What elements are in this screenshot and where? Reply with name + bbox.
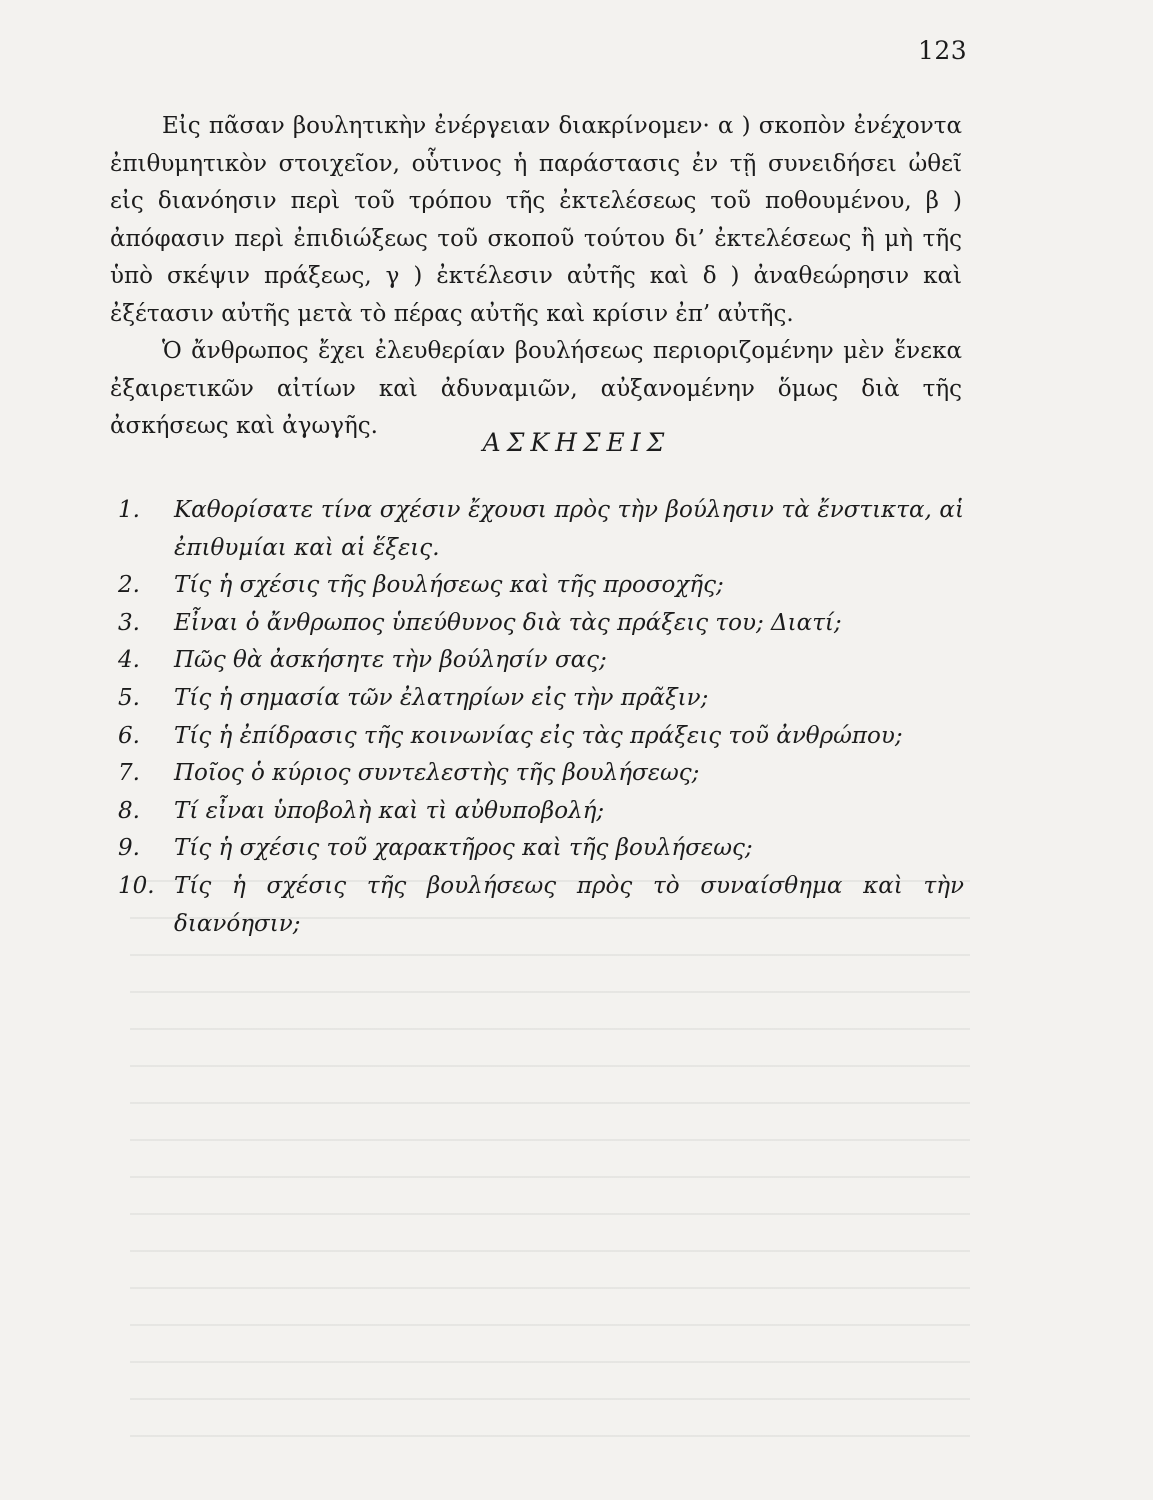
exercise-item [118,492,964,567]
exercise-item [118,868,964,943]
exercise-text: Τίς ἡ σχέσις τοῦ χαρακτῆρος καὶ τῆς βουλήσεως; [174,835,753,862]
exercise-item [118,567,964,605]
paragraph-free-will: Ὁ ἄνθρωπος ἔχει ἐλευθερίαν βουλήσεως περιοριζομένην μὲν ἕνεκα ἐξαιρετικῶν αἰτίων καὶ ἀδυναμιῶν, αὐξανομένην ὅμως διὰ τῆς ἀσκήσεως καὶ ἀγωγῆς. [110,338,962,439]
body-text [110,108,962,446]
exercise-number: 5. [118,684,140,711]
exercise-item [118,642,964,680]
exercise-text: Τί εἶναι ὑποβολὴ καὶ τὶ αὐθυποβολή; [174,797,605,824]
exercise-number: 6. [118,722,140,749]
exercise-item [118,680,964,718]
exercise-text: Πῶς θὰ ἀσκήσητε τὴν βούλησίν σας; [174,647,607,674]
exercise-text: Τίς ἡ σημασία τῶν ἐλατηρίων εἰς τὴν πρᾶξιν; [174,684,709,711]
exercise-text: Τίς ἡ σχέσις τῆς βουλήσεως πρὸς τὸ συναίσθημα καὶ τὴν διανόησιν; [174,872,964,937]
exercise-number: 10. [118,872,155,899]
exercise-text: Ποῖος ὁ κύριος συντελεστὴς τῆς βουλήσεως; [174,760,700,787]
exercise-number: 4. [118,647,140,674]
exercises-heading: ΑΣΚΗΣΕΙΣ [482,428,671,457]
exercise-item [118,755,964,793]
exercise-text: Τίς ἡ ἐπίδρασις τῆς κοινωνίας εἰς τὰς πράξεις τοῦ ἀνθρώπου; [174,722,903,749]
exercise-item [118,605,964,643]
show-through-texture [130,880,970,1440]
exercise-text: Καθορίσατε τίνα σχέσιν ἔχουσι πρὸς τὴν βούλησιν τὰ ἔνστικτα, αἱ ἐπιθυμίαι καὶ αἱ ἕξεις. [174,497,964,561]
exercise-number: 9. [118,835,140,862]
exercise-number: 1. [118,497,140,523]
exercise-item [118,718,964,756]
exercise-text: Εἶναι ὁ ἄνθρωπος ὑπεύθυνος διὰ τὰς πράξεις του; Διατί; [174,609,842,636]
exercise-item [118,830,964,868]
exercise-number: 8. [118,797,140,824]
exercise-number: 7. [118,760,140,787]
exercise-item [118,793,964,831]
exercise-text: Τίς ἡ σχέσις τῆς βουλήσεως καὶ τῆς προσοχῆς; [174,572,724,599]
page-number: 123 [918,36,968,65]
exercises-list [118,492,964,943]
exercise-number: 2. [118,572,140,599]
exercise-number: 3. [118,609,140,636]
paragraph-volition-stages: Εἰς πᾶσαν βουλητικὴν ἐνέργειαν διακρίνομεν· α ) σκοπὸν ἐνέχοντα ἐπιθυμητικὸν στοιχεῖον, οὗτινος ἡ παράστασις ἐν τῇ συνειδήσει ὠθεῖ εἰς διανόησιν περὶ τοῦ τρόπου τῆς ἐκτελέσεως τοῦ ποθουμένου, β ) ἀπόφασιν περὶ ἐπιδιώξεως τοῦ σκοποῦ τούτου δι’ ἐκτελέσεως ἢ μὴ τῆς ὑπὸ σκέψιν πράξεως, γ ) ἐκτέλεσιν αὐτῆς καὶ δ ) ἀναθεώρησιν καὶ ἐξέτασιν αὐτῆς μετὰ τὸ πέρας αὐτῆς καὶ κρίσιν ἐπ’ αὐτῆς. [110,113,962,327]
